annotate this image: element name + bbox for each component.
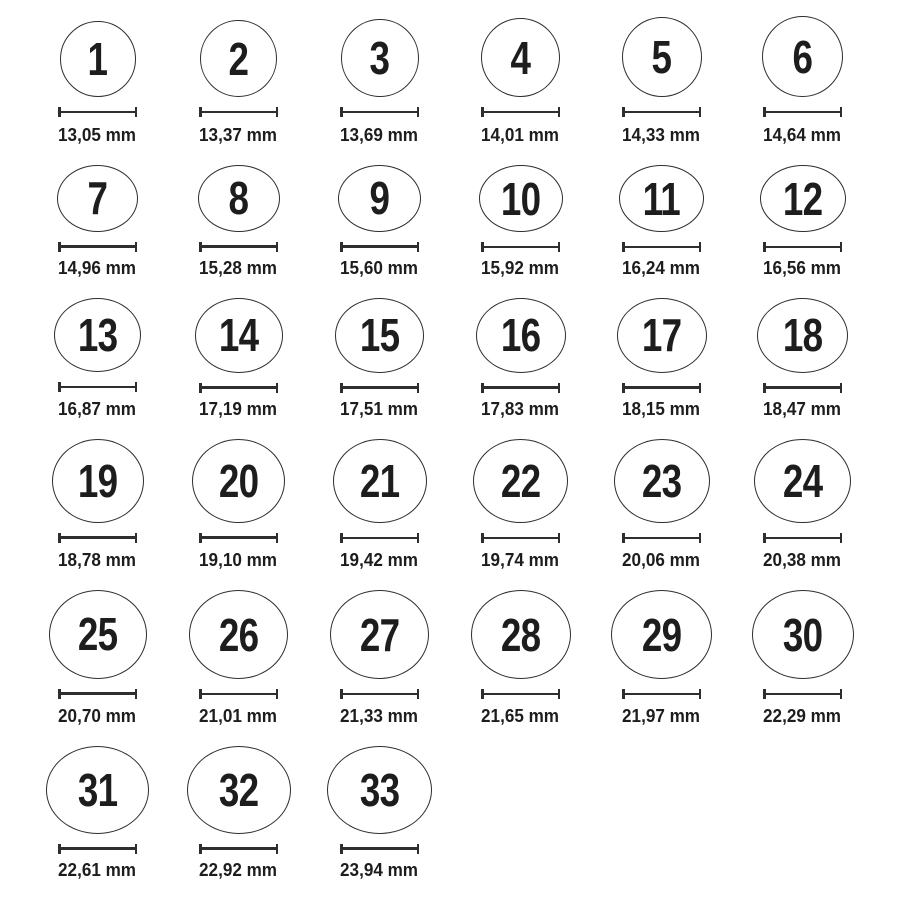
ring-size-cell — [450, 590, 591, 746]
ring-circle — [341, 19, 419, 97]
diameter-label: 15,28 mm — [199, 258, 278, 278]
ring-circle — [622, 17, 702, 97]
diameter-measure-line — [199, 242, 278, 250]
measure-bar — [58, 847, 137, 850]
ring-circle — [481, 18, 560, 97]
diameter-measure-line — [622, 533, 701, 542]
ring-size-cell — [591, 12, 732, 165]
ring-size-number: 26 — [218, 608, 259, 661]
measure-tick-right-icon — [840, 107, 843, 117]
ring-circle — [200, 20, 277, 97]
diameter-label: 16,56 mm — [763, 258, 842, 278]
diameter-measure-line — [622, 107, 701, 117]
ring-size-number: 10 — [500, 172, 541, 225]
diameter-label: 18,78 mm — [58, 550, 137, 570]
measure-tick-right-icon — [276, 107, 279, 117]
ring-circle — [195, 298, 283, 373]
ring-size-number: 14 — [218, 309, 259, 362]
ring-size-number: 23 — [641, 455, 682, 508]
ring-size-number: 21 — [359, 455, 400, 508]
measure-bar — [763, 386, 842, 389]
measure-tick-right-icon — [276, 844, 279, 854]
diameter-measure-line — [763, 383, 842, 391]
ring-size-cell — [168, 439, 309, 590]
ring-size-number: 18 — [782, 309, 823, 362]
ring-size-cell — [309, 439, 450, 590]
ring-circle — [187, 746, 291, 834]
measure-bar — [481, 111, 560, 114]
diameter-measure-line — [481, 383, 560, 391]
measure-bar — [622, 537, 701, 540]
diameter-measure-line — [340, 383, 419, 391]
diameter-measure-line — [763, 533, 842, 542]
ring-circle — [330, 590, 429, 679]
ring-circle — [46, 746, 149, 834]
diameter-label: 16,87 mm — [58, 399, 137, 419]
ring-size-number: 7 — [87, 172, 108, 225]
ring-size-cell — [732, 439, 873, 590]
diameter-label: 22,61 mm — [58, 860, 137, 880]
ring-circle — [752, 590, 854, 679]
ring-size-number: 27 — [359, 608, 400, 661]
measure-tick-right-icon — [276, 533, 279, 543]
ring-size-cell — [309, 165, 450, 298]
diameter-measure-line — [58, 107, 137, 117]
diameter-label: 14,64 mm — [763, 125, 842, 145]
ring-circle — [192, 439, 285, 523]
measure-tick-right-icon — [135, 107, 138, 117]
diameter-measure-line — [763, 107, 842, 117]
measure-bar — [58, 111, 137, 114]
measure-tick-right-icon — [135, 382, 138, 392]
measure-bar — [763, 693, 842, 696]
diameter-label: 21,65 mm — [481, 706, 560, 726]
diameter-label: 18,47 mm — [763, 399, 842, 419]
measure-tick-right-icon — [135, 844, 138, 854]
measure-bar — [622, 386, 701, 389]
ring-size-number: 6 — [792, 30, 813, 83]
measure-tick-right-icon — [840, 242, 843, 252]
ring-size-cell — [27, 439, 168, 590]
ring-size-cell — [732, 165, 873, 298]
measure-tick-right-icon — [558, 107, 561, 117]
diameter-measure-line — [481, 533, 560, 542]
measure-bar — [340, 537, 419, 540]
measure-tick-right-icon — [840, 533, 843, 543]
ring-circle — [52, 439, 144, 523]
ring-size-number: 9 — [369, 172, 390, 225]
diameter-measure-line — [58, 382, 137, 391]
diameter-label: 13,69 mm — [340, 125, 419, 145]
ring-circle — [476, 298, 566, 373]
diameter-label: 13,37 mm — [199, 125, 278, 145]
ring-size-cell — [450, 439, 591, 590]
ring-size-number: 22 — [500, 455, 541, 508]
ring-size-number: 32 — [218, 763, 259, 816]
diameter-label: 14,01 mm — [481, 125, 560, 145]
ring-circle — [198, 165, 280, 232]
ring-circle — [760, 165, 846, 232]
measure-bar — [340, 111, 419, 114]
ring-circle — [189, 590, 288, 679]
ring-size-cell — [309, 12, 450, 165]
diameter-label: 21,97 mm — [622, 706, 701, 726]
measure-tick-right-icon — [276, 383, 279, 393]
diameter-label: 21,01 mm — [199, 706, 278, 726]
diameter-label: 20,06 mm — [622, 550, 701, 570]
diameter-label: 19,10 mm — [199, 550, 278, 570]
ring-size-cell — [450, 165, 591, 298]
ring-circle — [479, 165, 563, 232]
measure-tick-right-icon — [699, 533, 702, 543]
measure-bar — [199, 245, 278, 248]
diameter-measure-line — [340, 533, 419, 542]
measure-bar — [340, 847, 419, 850]
ring-size-number: 33 — [359, 763, 400, 816]
diameter-label: 20,38 mm — [763, 550, 842, 570]
diameter-measure-line — [481, 689, 560, 698]
ring-size-cell — [732, 298, 873, 439]
measure-bar — [340, 386, 419, 389]
diameter-measure-line — [199, 844, 278, 852]
measure-tick-right-icon — [417, 383, 420, 393]
ring-size-cell — [450, 298, 591, 439]
ring-size-cell — [309, 746, 450, 900]
ring-size-number: 15 — [359, 309, 400, 362]
ring-size-cell — [27, 590, 168, 746]
measure-bar — [199, 536, 278, 539]
measure-bar — [763, 111, 842, 114]
ring-size-cell — [309, 590, 450, 746]
diameter-label: 14,33 mm — [622, 125, 701, 145]
ring-size-cell — [27, 298, 168, 439]
ring-circle — [757, 298, 848, 373]
measure-tick-right-icon — [417, 107, 420, 117]
ring-circle — [473, 439, 568, 523]
ring-size-number: 19 — [77, 454, 118, 507]
diameter-measure-line — [199, 689, 278, 698]
diameter-measure-line — [58, 242, 137, 250]
measure-tick-right-icon — [840, 689, 843, 699]
diameter-label: 15,60 mm — [340, 258, 419, 278]
measure-bar — [481, 537, 560, 540]
measure-bar — [199, 386, 278, 389]
diameter-label: 17,51 mm — [340, 399, 419, 419]
ring-size-cell — [591, 590, 732, 746]
ring-circle — [327, 746, 432, 834]
measure-tick-right-icon — [699, 689, 702, 699]
ring-size-number: 20 — [218, 454, 259, 507]
diameter-label: 18,15 mm — [622, 399, 701, 419]
ring-size-number: 16 — [500, 309, 541, 362]
ring-size-number: 2 — [228, 32, 249, 85]
ring-circle — [614, 439, 710, 523]
ring-size-number: 30 — [782, 608, 823, 661]
ring-size-cell — [732, 12, 873, 165]
measure-tick-right-icon — [558, 689, 561, 699]
measure-tick-right-icon — [558, 533, 561, 543]
diameter-label: 21,33 mm — [340, 706, 419, 726]
measure-tick-right-icon — [417, 242, 420, 252]
diameter-measure-line — [622, 689, 701, 698]
measure-bar — [199, 847, 278, 850]
ring-size-number: 12 — [782, 172, 823, 225]
ring-circle — [617, 298, 707, 373]
ring-circle — [762, 16, 843, 97]
measure-bar — [481, 246, 560, 249]
diameter-label: 19,42 mm — [340, 550, 419, 570]
ring-size-cell — [450, 12, 591, 165]
ring-size-cell — [27, 746, 168, 900]
diameter-label: 13,05 mm — [58, 125, 137, 145]
ring-size-number: 3 — [369, 32, 390, 84]
measure-tick-right-icon — [417, 689, 420, 699]
ring-circle — [619, 165, 704, 232]
measure-tick-right-icon — [135, 689, 138, 699]
ring-size-number: 17 — [641, 309, 682, 362]
diameter-measure-line — [199, 533, 278, 542]
measure-bar — [340, 693, 419, 696]
ring-circle — [611, 590, 712, 679]
measure-bar — [622, 111, 701, 114]
ring-size-number: 11 — [642, 172, 681, 225]
measure-bar — [481, 693, 560, 696]
ring-size-number: 8 — [228, 172, 249, 225]
diameter-label: 14,96 mm — [58, 258, 137, 278]
diameter-label: 16,24 mm — [622, 258, 701, 278]
ring-circle — [335, 298, 424, 373]
diameter-label: 20,70 mm — [58, 706, 137, 726]
ring-size-cell — [168, 746, 309, 900]
diameter-label: 22,29 mm — [763, 706, 842, 726]
measure-bar — [340, 245, 419, 248]
diameter-measure-line — [58, 844, 137, 852]
measure-tick-right-icon — [135, 533, 138, 543]
diameter-label: 23,94 mm — [340, 860, 419, 880]
measure-bar — [199, 693, 278, 696]
measure-tick-right-icon — [699, 107, 702, 117]
diameter-measure-line — [58, 533, 137, 542]
diameter-measure-line — [481, 107, 560, 117]
measure-bar — [622, 693, 701, 696]
ring-size-number: 29 — [641, 608, 682, 661]
diameter-label: 17,19 mm — [199, 399, 278, 419]
measure-bar — [481, 386, 560, 389]
ring-size-cell — [591, 165, 732, 298]
ring-size-cell — [27, 12, 168, 165]
measure-bar — [58, 692, 137, 695]
diameter-measure-line — [340, 844, 419, 852]
diameter-measure-line — [481, 242, 560, 250]
ring-circle — [49, 590, 147, 679]
ring-size-cell — [591, 439, 732, 590]
ring-circle — [754, 439, 851, 523]
measure-tick-right-icon — [699, 383, 702, 393]
diameter-label: 19,74 mm — [481, 550, 560, 570]
ring-size-cell — [591, 298, 732, 439]
diameter-measure-line — [58, 689, 137, 698]
measure-tick-right-icon — [417, 533, 420, 543]
ring-circle — [57, 165, 138, 232]
ring-size-number: 25 — [77, 608, 118, 661]
measure-tick-right-icon — [276, 242, 279, 252]
ring-size-cell — [309, 298, 450, 439]
ring-circle — [60, 21, 136, 97]
ring-size-cell — [168, 298, 309, 439]
ring-size-cell — [27, 165, 168, 298]
ring-circle — [338, 165, 421, 232]
measure-tick-right-icon — [135, 242, 138, 252]
measure-bar — [763, 246, 842, 249]
diameter-measure-line — [622, 383, 701, 391]
diameter-measure-line — [763, 689, 842, 698]
measure-bar — [622, 246, 701, 249]
measure-bar — [58, 536, 137, 539]
diameter-measure-line — [340, 242, 419, 250]
ring-size-cell — [168, 590, 309, 746]
measure-tick-right-icon — [840, 383, 843, 393]
measure-bar — [58, 386, 137, 389]
measure-bar — [58, 245, 137, 248]
ring-circle — [333, 439, 427, 523]
measure-tick-right-icon — [276, 689, 279, 699]
diameter-measure-line — [199, 383, 278, 391]
diameter-measure-line — [340, 107, 419, 117]
ring-size-number: 4 — [510, 31, 531, 84]
ring-size-number: 31 — [77, 763, 118, 816]
measure-bar — [199, 111, 278, 114]
measure-bar — [763, 537, 842, 540]
diameter-label: 22,92 mm — [199, 860, 278, 880]
diameter-measure-line — [763, 242, 842, 250]
diameter-label: 15,92 mm — [481, 258, 560, 278]
measure-tick-right-icon — [558, 242, 561, 252]
ring-size-cell — [168, 12, 309, 165]
ring-size-number: 5 — [651, 31, 672, 83]
measure-tick-right-icon — [417, 844, 420, 854]
measure-tick-right-icon — [558, 383, 561, 393]
ring-circle — [54, 298, 141, 372]
ring-size-cell — [168, 165, 309, 298]
ring-circle — [471, 590, 571, 679]
ring-size-number: 13 — [77, 309, 118, 362]
ring-size-number: 1 — [87, 33, 108, 85]
ring-size-number: 24 — [782, 455, 823, 508]
diameter-measure-line — [340, 689, 419, 698]
diameter-measure-line — [199, 107, 278, 117]
ring-size-number: 28 — [500, 608, 541, 661]
ring-size-cell — [732, 590, 873, 746]
diameter-label: 17,83 mm — [481, 399, 560, 419]
measure-tick-right-icon — [699, 242, 702, 252]
diameter-measure-line — [622, 242, 701, 250]
